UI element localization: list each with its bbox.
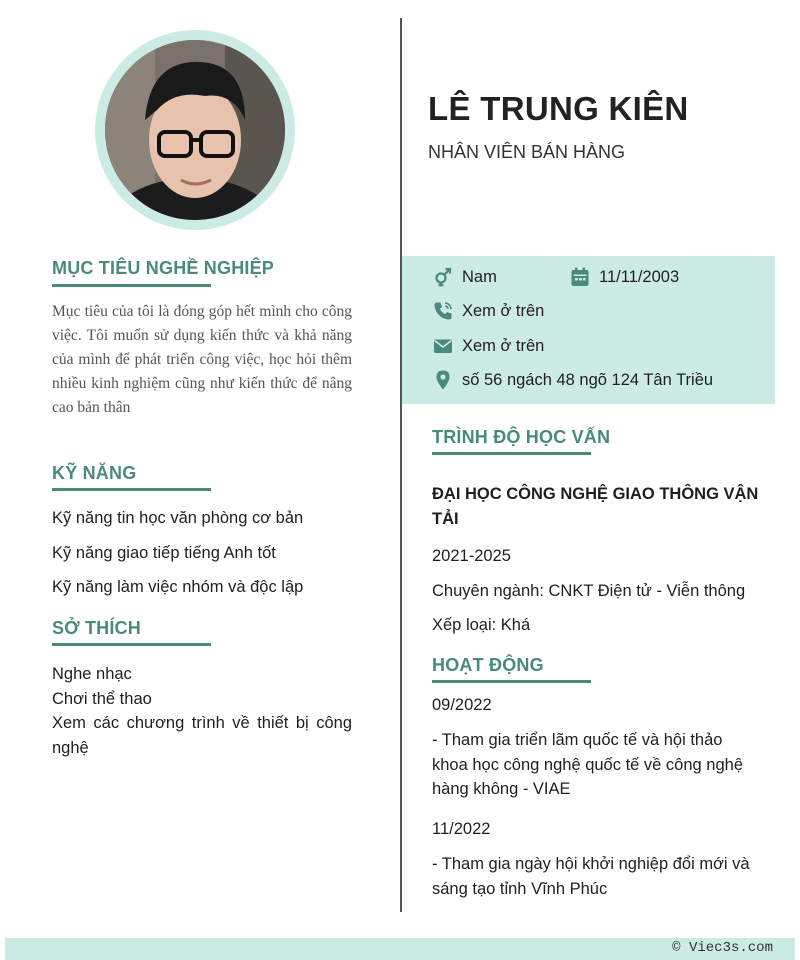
skills-title: KỸ NĂNG — [52, 463, 137, 483]
birthday-item — [569, 266, 679, 288]
column-divider — [400, 18, 402, 912]
objective-title: MỤC TIÊU NGHỀ NGHIỆP — [52, 258, 275, 278]
phone-item — [432, 300, 544, 322]
hobby-item: Nghe nhạc — [52, 665, 132, 683]
email-item — [432, 335, 544, 357]
hobbies-list — [52, 662, 352, 760]
birthday-value: 11/11/2003 — [599, 267, 680, 286]
candidate-role: NHÂN VIÊN BÁN HÀNG — [428, 142, 626, 162]
footer-bar — [5, 938, 795, 960]
footer-copyright: © Viec3s.com — [672, 940, 773, 956]
education-grade: Xếp loại: Khá — [432, 616, 531, 634]
location-pin-icon — [432, 369, 454, 391]
gender-icon — [432, 266, 454, 288]
gender-item — [432, 266, 497, 288]
phone-icon — [432, 300, 454, 322]
address-item — [432, 369, 713, 391]
avatar — [105, 40, 285, 220]
avatar-photo — [105, 40, 285, 220]
hobbies-rule — [52, 643, 211, 646]
activity-description: - Tham gia triển lãm quốc tế và hội thảo khoa học công nghệ quốc tế về công nghệ hàng không - VIAE — [432, 731, 743, 798]
skill-item: Kỹ năng tin học văn phòng cơ bản — [52, 509, 304, 527]
phone-value: Xem ở trên — [462, 301, 545, 320]
gender-value: Nam — [462, 267, 497, 286]
activities-title: HOẠT ĐỘNG — [432, 655, 544, 675]
candidate-name: LÊ TRUNG KIÊN — [428, 90, 689, 127]
hobby-item: Xem các chương trình về thiết bị công nghệ — [52, 714, 352, 757]
education-years: 2021-2025 — [432, 547, 511, 565]
education-rule — [432, 452, 591, 455]
education-major: Chuyên ngành: CNKT Điện tử - Viễn thông — [432, 582, 746, 600]
email-value: Xem ở trên — [462, 336, 545, 355]
hobby-item: Chơi thể thao — [52, 689, 152, 708]
activity-description: - Tham gia ngày hội khởi nghiệp đổi mới và sáng tạo tỉnh Vĩnh Phúc — [432, 855, 750, 898]
objective-text: Mục tiêu của tôi là đóng góp hết mình cho công việc. Tôi muốn sử dụng kiến thức và khả năng của mình để phát triển công việc, học hỏi thêm nhiều kinh nghiệm cũng như kiến thức để nâng cao bản thân — [52, 303, 352, 416]
objective-rule — [52, 284, 211, 287]
skill-item: Kỹ năng giao tiếp tiếng Anh tốt — [52, 544, 276, 562]
hobbies-title: SỞ THÍCH — [52, 618, 141, 638]
skills-rule — [52, 488, 211, 491]
school-name: ĐẠI HỌC CÔNG NGHỆ GIAO THÔNG VẬN TẢI — [432, 485, 759, 528]
avatar-ring — [95, 30, 295, 230]
contact-panel — [402, 256, 775, 404]
skill-item: Kỹ năng làm việc nhóm và độc lập — [52, 578, 304, 596]
envelope-icon — [432, 335, 454, 357]
activities-rule — [432, 680, 591, 683]
address-value: số 56 ngách 48 ngõ 124 Tân Triều — [462, 370, 714, 389]
education-title: TRÌNH ĐỘ HỌC VẤN — [432, 427, 611, 447]
activity-date: 11/2022 — [432, 820, 491, 838]
calendar-icon — [569, 266, 591, 288]
activity-date: 09/2022 — [432, 696, 492, 714]
